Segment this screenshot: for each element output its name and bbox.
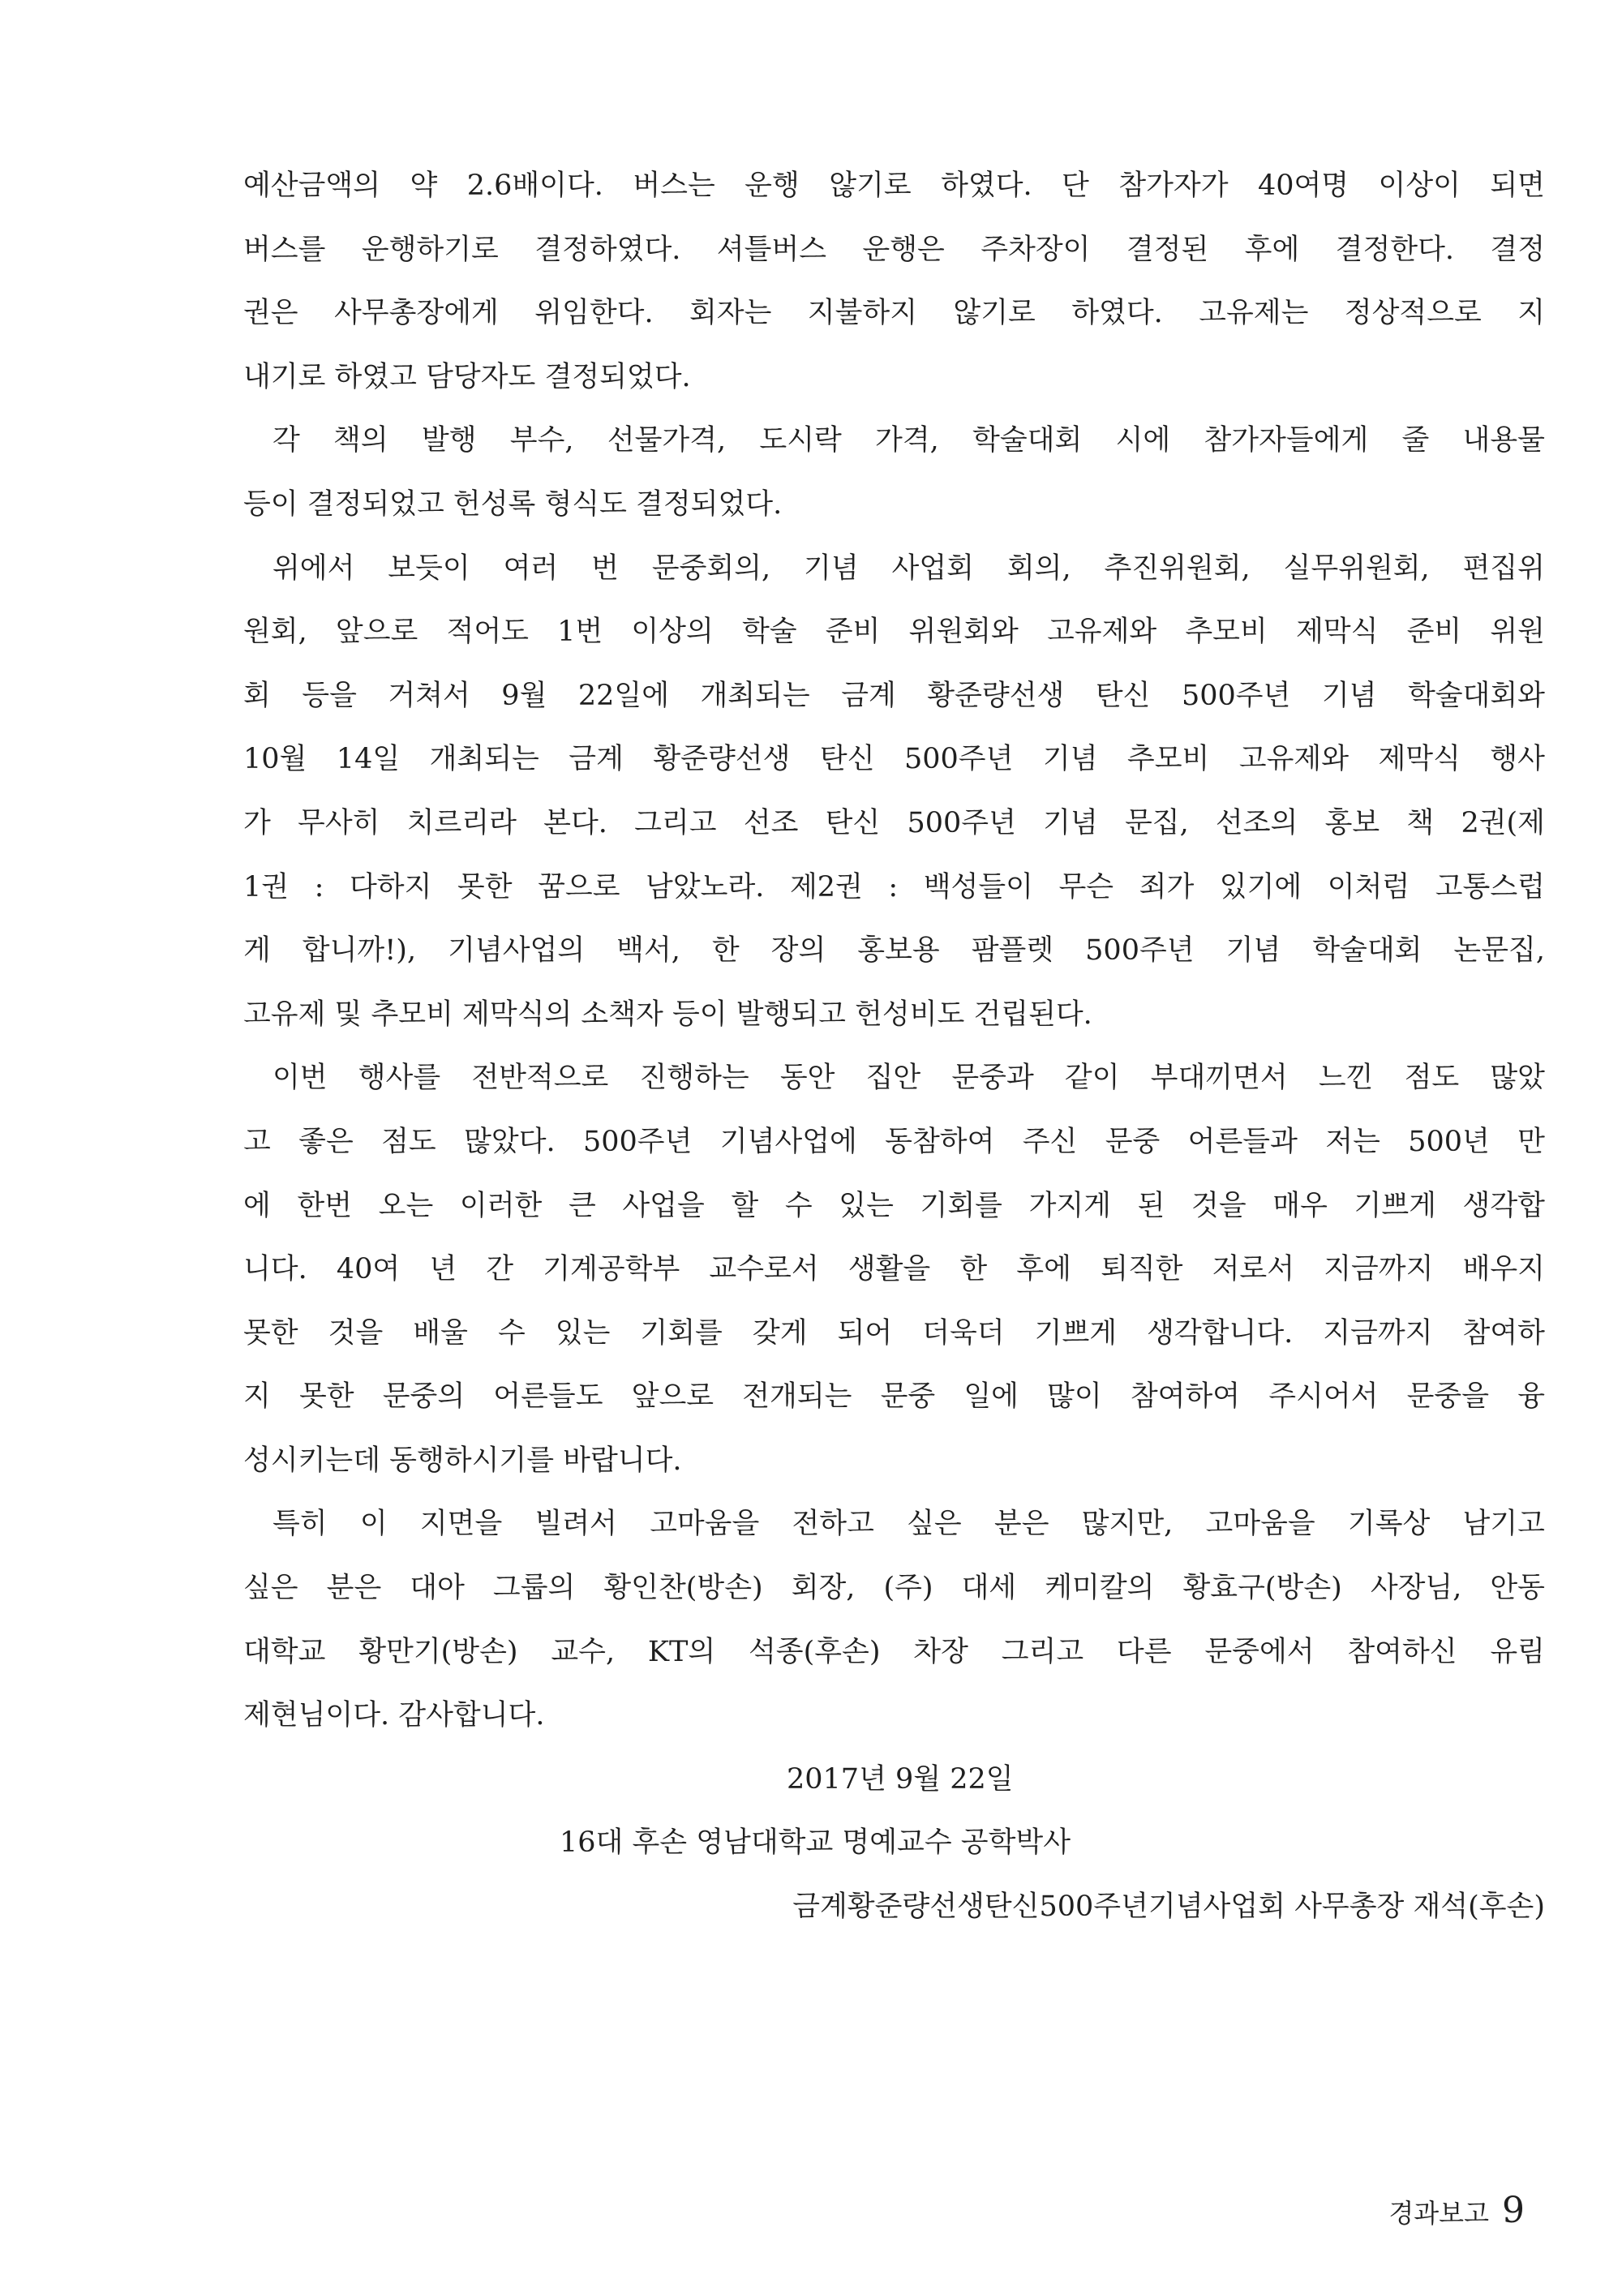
body-line: 등이 결정되었고 헌성록 형식도 결정되었다.	[243, 487, 783, 521]
body-line: 고 좋은 점도 많았다. 500주년 기념사업에 동참하여 주신 문중 어른들과 저는 500년 만	[243, 1125, 1545, 1158]
body-line: 가 무사히 치르리라 본다. 그리고 선조 탄신 500주년 기념 문집, 선조의 홍보 책 2권(제	[243, 806, 1545, 839]
body-line: 특히 이 지면을 빌려서 고마움을 전하고 싶은 분은 많지만, 고마움을 기록상 남기고	[272, 1508, 1545, 1541]
body-line: 원회, 앞으로 적어도 1번 이상의 학술 준비 위원회와 고유제와 추모비 제막식 준비 위원	[243, 616, 1545, 649]
body-text	[243, 154, 1545, 1748]
body-line: 버스를 운행하기로 결정하였다. 셔틀버스 운행은 주차장이 결정된 후에 결정한다. 결정	[243, 233, 1545, 266]
body-line: 내기로 하였고 담당자도 결정되었다.	[243, 360, 691, 393]
body-line: 대학교 황만기(방손) 교수, KT의 석종(후손) 차장 그리고 다른 문중에서 참여하신 유림	[243, 1635, 1545, 1668]
closing-date: 2017년 9월 22일	[787, 1762, 1014, 1796]
body-line: 권은 사무총장에게 위임한다. 회자는 지불하지 않기로 하였다. 고유제는 정상적으로 지	[243, 297, 1545, 330]
body-line: 고유제 및 추모비 제막식의 소책자 등이 발행되고 헌성비도 건립된다.	[243, 998, 1092, 1031]
body-line: 게 합니까!), 기념사업의 백서, 한 장의 홍보용 팜플렛 500주년 기념 학술대회 논문집,	[243, 934, 1545, 968]
body-line: 회 등을 거쳐서 9월 22일에 개최되는 금계 황준량선생 탄신 500주년 기념 학술대회와	[243, 679, 1545, 712]
body-line: 못한 것을 배울 수 있는 기회를 갖게 되어 더욱더 기쁘게 생각합니다. 지금까지 참여하	[243, 1316, 1545, 1350]
body-line: 니다. 40여 년 간 기계공학부 교수로서 생활을 한 후에 퇴직한 저로서 지금까지 배우지	[243, 1253, 1545, 1286]
body-line: 위에서 보듯이 여러 번 문중회의, 기념 사업회 회의, 추진위원회, 실무위원회, 편집위	[272, 551, 1545, 585]
body-line: 각 책의 발행 부수, 선물가격, 도시락 가격, 학술대회 시에 참가자들에게 줄 내용물	[272, 424, 1545, 457]
body-line: 성시키는데 동행하시기를 바랍니다.	[243, 1444, 682, 1477]
closing-block	[243, 1748, 1545, 1939]
body-line: 제현님이다. 감사합니다.	[243, 1699, 545, 1732]
page-number: 9	[1502, 2190, 1525, 2231]
page-footer	[1388, 2190, 1525, 2231]
body-line: 싶은 분은 대아 그룹의 황인찬(방손) 회장, (주) 대세 케미칼의 황효구(방손) 사장님, 안동	[243, 1572, 1545, 1605]
author-title: 16대 후손 영남대학교 명예교수 공학박사	[560, 1826, 1071, 1860]
body-line: 예산금액의 약 2.6배이다. 버스는 운행 않기로 하였다. 단 참가자가 40여명 이상이 되면	[243, 170, 1545, 202]
body-line: 에 한번 오는 이러한 큰 사업을 할 수 있는 기회를 가지게 된 것을 매우 기쁘게 생각합	[243, 1189, 1545, 1222]
footer-section: 경과보고	[1388, 2198, 1489, 2229]
body-line: 10월 14일 개최되는 금계 황준량선생 탄신 500주년 기념 추모비 고유제와 제막식 행사	[243, 743, 1545, 776]
body-line: 1권 : 다하지 못한 꿈으로 남았노라. 제2권 : 백성들이 무슨 죄가 있기에 이처럼 고통스럽	[243, 870, 1545, 903]
body-line: 이번 행사를 전반적으로 진행하는 동안 집안 문중과 같이 부대끼면서 느낀 점도 많았	[272, 1062, 1545, 1095]
page-body	[243, 154, 1545, 1939]
author-signature: 금계황준량선생탄신500주년기념사업회 사무총장 재석(후손)	[792, 1890, 1545, 1924]
body-line: 지 못한 문중의 어른들도 앞으로 전개되는 문중 일에 많이 참여하여 주시어서 문중을 융	[243, 1380, 1545, 1414]
